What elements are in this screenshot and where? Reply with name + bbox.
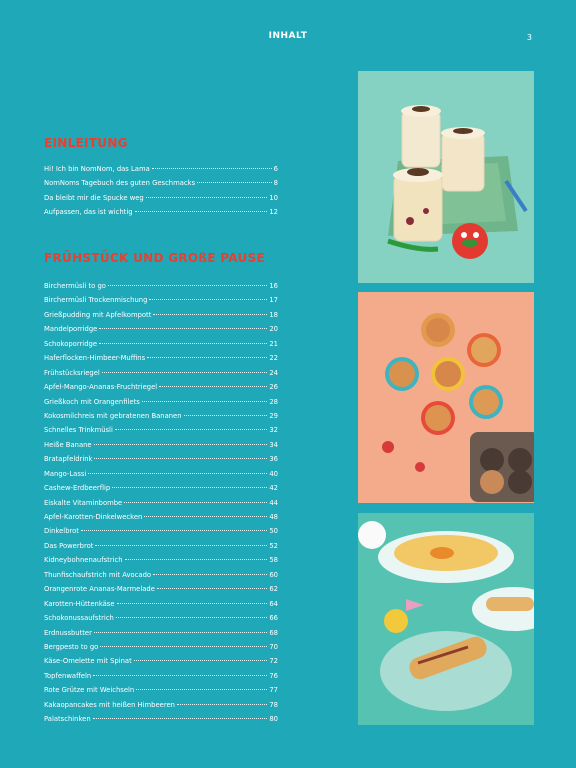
toc-entry-page: 80 [269,715,278,724]
toc-entry [44,426,278,440]
toc-entry [44,513,278,527]
toc-entry-label: Heiße Banane [44,440,92,449]
toc-entry-page: 70 [269,642,278,651]
toc-dot-leader [124,502,267,503]
toc-entry-label: Apfel-Mango-Ananas-Fruchtriegel [44,383,158,392]
toc-entry-label: Hi! Ich bin NomNom, das Lama [44,165,150,173]
toc-dot-leader [144,516,267,517]
toc-entry-page: 68 [269,628,278,637]
toc-entry-label: Birchermüsli to go [44,282,106,290]
toc-entry [44,542,278,556]
toc-entry [44,340,278,354]
toc-entry [44,585,278,599]
toc-entry-page: 76 [269,671,278,680]
toc-dot-leader [100,646,267,647]
toc-entry-page: 22 [269,354,278,363]
toc-entry [44,354,278,368]
toc-dot-leader [157,588,267,589]
toc-entry-page: 26 [269,383,278,392]
toc-entry-label: Palatschinken [44,715,91,724]
photo-dessert-jars [358,71,534,283]
toc-dot-leader [115,429,268,430]
toc-dot-leader [88,473,267,474]
toc-list-einleitung [44,165,278,223]
toc-entry [44,208,278,222]
toc-entry-page: 34 [269,440,278,449]
toc-entry-label: Mango-Lassi [44,469,87,478]
toc-entry-label: Thunfischaufstrich mit Avocado [44,570,152,579]
section-title-einleitung: EINLEITUNG [44,136,128,150]
toc-entry [44,282,278,296]
toc-entry-label: Karotten-Hüttenkäse [44,599,115,608]
toc-entry [44,369,278,383]
toc-entry [44,556,278,570]
toc-entry [44,441,278,455]
toc-entry-label: Kakaopancakes mit heißen Himbeeren [44,700,175,709]
toc-entry [44,296,278,310]
toc-dot-leader [93,675,267,676]
toc-entry-page: 8 [273,179,278,188]
toc-dot-leader [152,168,272,169]
toc-entry-page: 60 [269,570,278,579]
toc-entry-page: 64 [269,599,278,608]
toc-entry-label: Da bleibt mir die Spucke weg [44,193,144,202]
toc-entry [44,600,278,614]
toc-entry-label: Dinkelbrot [44,527,79,536]
toc-dot-leader [146,197,268,198]
toc-dot-leader [117,603,268,604]
toc-dot-leader [108,285,267,286]
toc-entry-label: Cashew-Erdbeerflip [44,484,111,493]
toc-dot-leader [93,718,268,719]
toc-dot-leader [95,545,267,546]
toc-entry-page: 50 [269,527,278,536]
toc-entry [44,499,278,513]
toc-entry-page: 77 [269,686,278,695]
toc-entry-label: Schokonussaufstrich [44,614,114,623]
photo-muffins [358,292,534,503]
toc-entry [44,398,278,412]
toc-entry-page: 18 [269,310,278,319]
toc-dot-leader [94,444,268,445]
toc-entry [44,657,278,671]
toc-entry-label: Kokosmilchreis mit gebratenen Bananen [44,411,182,420]
toc-entry [44,614,278,628]
toc-entry-page: 20 [269,325,278,334]
toc-entry-page: 28 [269,397,278,406]
toc-dot-leader [125,559,268,560]
toc-entry-label: Bergpesto to go [44,642,99,651]
toc-entry-page: 44 [269,498,278,507]
toc-entry-page: 17 [269,296,278,305]
section-title-fruehstueck: FRÜHSTÜCK UND GROßE PAUSE [44,251,265,265]
dessert-jar-1 [401,105,441,167]
toc-entry-label: Eiskalte Vitaminbombe [44,498,123,507]
photo-crepes [358,513,534,725]
toc-entry-page: 40 [269,469,278,478]
toc-dot-leader [197,182,272,183]
toc-entry-page: 66 [269,614,278,623]
page-number: 3 [526,33,532,42]
toc-dot-leader [153,314,267,315]
toc-entry-label: Apfel-Karotten-Dinkelwecken [44,513,143,521]
toc-entry-label: Schokoporridge [44,339,98,348]
toc-entry [44,179,278,193]
toc-entry [44,715,278,729]
toc-entry-page: 48 [269,513,278,521]
toc-entry-label: Kidneybohnenaufstrich [44,556,123,565]
toc-entry [44,383,278,397]
toc-dot-leader [142,401,268,402]
toc-dot-leader [147,357,267,358]
toc-dot-leader [135,211,268,212]
dessert-jar-2 [441,127,485,191]
toc-dot-leader [116,617,267,618]
toc-dot-leader [136,689,267,690]
toc-entry-label: Grießkoch mit Orangenfilets [44,397,140,406]
toc-dot-leader [134,660,268,661]
toc-entry-page: 6 [273,165,278,173]
toc-entry [44,412,278,426]
toc-entry-label: Schnelles Trinkmüsli [44,426,113,435]
page-header-title: INHALT [268,31,308,41]
toc-entry-label: NomNoms Tagebuch des guten Geschmacks [44,179,196,188]
toc-entry-page: 62 [269,585,278,594]
toc-dot-leader [99,343,267,344]
toc-entry-label: Frühstücksriegel [44,368,100,377]
toc-entry-label: Das Powerbrot [44,541,94,550]
toc-entry-label: Grießpudding mit Apfelkompott [44,310,152,319]
toc-entry-page: 12 [269,208,278,217]
toc-entry [44,165,278,179]
toc-entry-page: 24 [269,368,278,377]
toc-dot-leader [81,530,267,531]
toc-list-fruehstueck [44,282,278,730]
toc-entry-label: Käse-Omelette mit Spinat [44,657,132,666]
toc-entry-page: 58 [269,556,278,565]
toc-entry-page: 72 [269,657,278,666]
toc-entry-page: 29 [269,411,278,420]
toc-entry-label: Orangenrote Ananas-Marmelade [44,585,155,594]
toc-entry [44,484,278,498]
toc-dot-leader [94,632,267,633]
toc-entry-page: 10 [269,193,278,202]
toc-dot-leader [184,415,268,416]
toc-dot-leader [177,704,267,705]
toc-dot-leader [94,458,267,459]
toc-entry [44,643,278,657]
toc-entry [44,629,278,643]
toc-entry-page: 42 [269,484,278,493]
toc-dot-leader [149,299,267,300]
toc-entry [44,686,278,700]
toc-entry-label: Birchermüsli Trockenmischung [44,296,148,305]
toc-entry-page: 21 [269,339,278,348]
toc-entry-label: Haferflocken-Himbeer-Muffins [44,354,146,363]
toc-entry [44,470,278,484]
toc-entry-page: 32 [269,426,278,435]
toc-dot-leader [159,386,267,387]
toc-entry [44,571,278,585]
toc-entry-page: 36 [269,455,278,464]
toc-entry-label: Topfenwaffeln [44,671,92,680]
toc-entry-label: Mandelporridge [44,325,98,334]
toc-entry [44,455,278,469]
dessert-jar-3 [393,168,443,241]
toc-dot-leader [112,487,267,488]
toc-entry-label: Erdnussbutter [44,628,92,637]
toc-entry [44,311,278,325]
toc-entry [44,325,278,339]
toc-entry-page: 52 [269,541,278,550]
toc-entry [44,194,278,208]
toc-entry-label: Aufpassen, das ist wichtig [44,208,133,217]
toc-dot-leader [99,328,267,329]
toc-entry [44,527,278,541]
toc-dot-leader [153,574,267,575]
toc-dot-leader [102,372,268,373]
toc-entry [44,672,278,686]
toc-entry-label: Rote Grütze mit Weichseln [44,686,135,695]
toc-entry-page: 78 [269,700,278,709]
toc-entry-page: 16 [269,282,278,290]
toc-entry-label: Bratapfeldrink [44,455,93,464]
toc-entry [44,701,278,715]
